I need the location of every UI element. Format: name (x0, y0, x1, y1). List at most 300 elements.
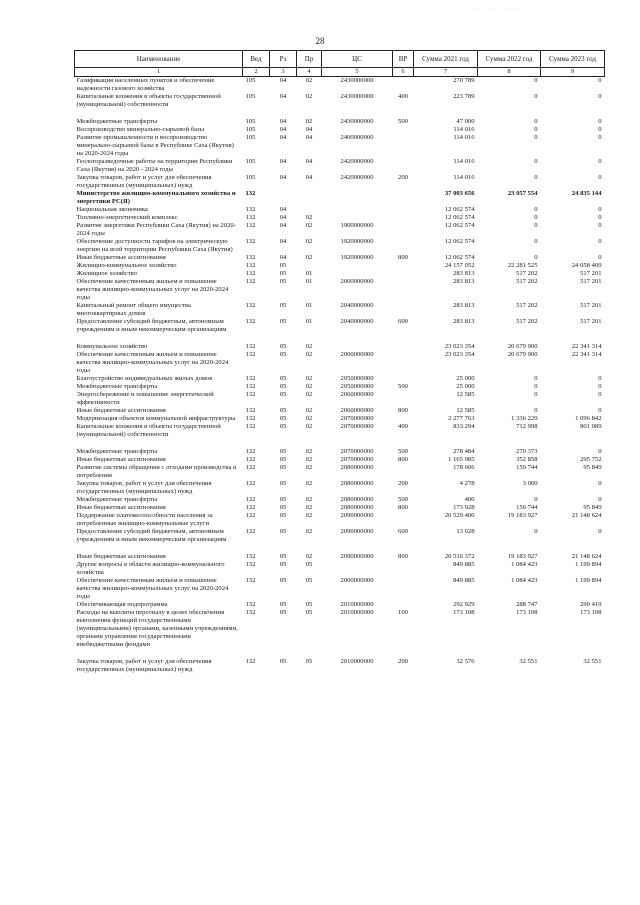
row-sum-2023: 517 201 (580, 270, 602, 277)
row-name: Обеспечивающая подпрограмма (76, 601, 168, 608)
row-name: Межбюджетные трансферты (76, 448, 158, 455)
row-cs: 2040000000 (340, 318, 374, 325)
row-rz: 04 (279, 134, 287, 141)
row-vr (393, 577, 414, 601)
row-sum-2021: 173 928 (453, 504, 475, 511)
table-row (75, 528, 605, 544)
row-ved: 105 (245, 134, 256, 141)
table-row (75, 553, 605, 561)
row-cs: 2000000000 (340, 577, 374, 584)
row-sum-2021: 400 (464, 496, 475, 503)
row-ved: 132 (245, 528, 256, 535)
row-cs: 2430000000 (340, 118, 374, 125)
row-name: Топливно-энергетический комплекс (76, 214, 178, 221)
row-name: Иные бюджетные ассигнования (76, 254, 166, 261)
row-rz: 05 (279, 262, 287, 269)
row-sum-2022: 20 679 900 (507, 351, 538, 358)
row-pr: 05 (305, 609, 313, 616)
row-sum-2023: 0 (598, 480, 602, 487)
row-ved: 132 (245, 351, 256, 358)
header-sum-2023: Сумма 2023 год (541, 51, 605, 68)
row-sum-2023: 0 (598, 214, 602, 221)
row-sum-2021: 292 929 (453, 601, 475, 608)
row-ved: 132 (245, 375, 256, 382)
row-sum-2021: 2 277 763 (448, 415, 475, 422)
row-vr (393, 262, 414, 270)
row-sum-2022: 0 (534, 174, 538, 181)
budget-table (74, 50, 605, 674)
row-sum-2021: 12 585 (456, 407, 475, 414)
spacer-cell (75, 109, 605, 118)
row-rz: 05 (279, 351, 287, 358)
row-sum-2022: 0 (534, 118, 538, 125)
row-sum-2021: 114 016 (453, 174, 475, 181)
row-name: Закупка товаров, работ и услуг для обеспечения государственных (муниципальных) нужд (76, 174, 212, 189)
row-pr: 02 (305, 375, 313, 382)
row-pr (297, 262, 322, 270)
row-rz: 04 (279, 77, 287, 84)
header-cs: ЦС (322, 51, 393, 68)
row-cs: 2070000000 (340, 448, 374, 455)
row-name: Предоставление субсидий бюджетным, автономным учреждениям и иным некоммерческим организациям (76, 528, 227, 543)
row-sum-2023: 0 (598, 118, 602, 125)
row-ved: 132 (245, 206, 256, 213)
spacer-cell (75, 334, 605, 343)
row-pr: 04 (305, 158, 313, 165)
row-pr: 02 (305, 214, 313, 221)
row-rz: 04 (279, 214, 287, 221)
row-rz: 05 (279, 318, 287, 325)
table-row (75, 238, 605, 254)
row-sum-2023: 0 (598, 238, 602, 245)
row-sum-2022: 32 551 (519, 658, 538, 665)
page-number: 28 (315, 36, 325, 46)
row-sum-2023: 517 201 (580, 302, 602, 309)
table-row (75, 448, 605, 456)
row-name: Другие вопросы в области жилищно-коммунального хозяйства (76, 561, 225, 576)
row-pr: 02 (305, 528, 313, 535)
row-sum-2023: 1 096 842 (575, 415, 602, 422)
row-sum-2022: 159 744 (516, 464, 538, 471)
header-rz: Рз (270, 51, 297, 68)
row-ved: 132 (245, 407, 256, 414)
row-sum-2022: 0 (534, 93, 538, 100)
row-pr: 05 (305, 658, 313, 665)
row-name: Межбюджетные трансферты (76, 383, 158, 390)
row-cs (322, 262, 393, 270)
row-sum-2021: 12 062 574 (444, 214, 475, 221)
row-sum-2022: 0 (534, 383, 538, 390)
row-sum-2021: 178 606 (453, 464, 475, 471)
row-rz: 05 (279, 343, 287, 350)
table-row (75, 254, 605, 262)
row-sum-2022: 173 108 (516, 609, 538, 616)
row-sum-2022: 0 (534, 407, 538, 414)
column-number: 5 (322, 68, 393, 77)
row-cs (322, 126, 393, 134)
row-cs: 2070000000 (340, 415, 374, 422)
row-rz: 05 (279, 464, 287, 471)
row-rz: 05 (279, 658, 287, 665)
row-pr: 02 (305, 343, 313, 350)
row-cs: 2060000000 (340, 391, 374, 398)
row-sum-2021: 283 813 (453, 318, 475, 325)
row-vr (393, 302, 414, 318)
row-sum-2023: 1 199 894 (575, 577, 602, 584)
row-ved: 132 (245, 222, 256, 229)
row-sum-2023: 290 419 (580, 601, 602, 608)
row-sum-2023: 22 341 314 (571, 343, 602, 350)
row-sum-2023: 0 (598, 126, 602, 133)
row-sum-2023: 517 201 (580, 278, 602, 285)
row-pr: 02 (305, 77, 313, 84)
row-ved: 132 (245, 464, 256, 471)
column-number: 9 (541, 68, 605, 77)
row-ved: 132 (245, 383, 256, 390)
row-sum-2022: 0 (534, 214, 538, 221)
spacer-cell (75, 439, 605, 448)
row-vr: 200 (398, 174, 408, 181)
row-ved: 132 (245, 214, 256, 221)
row-sum-2021: 833 294 (453, 423, 475, 430)
table-row (75, 222, 605, 238)
header-sum-2021: Сумма 2021 год (414, 51, 478, 68)
row-ved: 105 (245, 118, 256, 125)
row-sum-2022: 0 (534, 496, 538, 503)
row-vr: 400 (398, 423, 408, 430)
row-sum-2021: 849 885 (453, 561, 475, 568)
table-row (75, 318, 605, 334)
row-rz: 05 (279, 528, 287, 535)
row-sum-2023: 0 (598, 222, 602, 229)
row-rz: 05 (279, 512, 287, 519)
table-row (75, 118, 605, 126)
row-vr (393, 343, 414, 351)
row-sum-2022: 0 (534, 375, 538, 382)
row-sum-2023: 95 849 (583, 464, 602, 471)
row-cs: 2000000000 (340, 351, 374, 358)
row-pr (297, 206, 322, 214)
row-ved: 132 (245, 561, 256, 568)
row-cs: 2010000000 (340, 658, 374, 665)
row-rz: 05 (279, 480, 287, 487)
row-name: Обеспечение качественным жильем и повышение качества жилищно-коммунальных услуг на 2020-2024 годы (76, 351, 229, 374)
row-vr: 600 (398, 528, 408, 535)
row-sum-2023: 0 (598, 375, 602, 382)
row-name: Газификация населенных пунктов и обеспечение надежности газового хозяйства (76, 77, 215, 92)
row-sum-2022: 0 (534, 134, 538, 141)
row-pr: 01 (305, 302, 313, 309)
table-row (75, 77, 605, 94)
row-sum-2021: 20 516 372 (444, 553, 475, 560)
row-name: Коммунальное хозяйство (76, 343, 148, 350)
row-cs: 2430000000 (340, 93, 374, 100)
row-sum-2021: 1 165 985 (448, 456, 475, 463)
row-sum-2021: 173 108 (453, 609, 475, 616)
table-row (75, 383, 605, 391)
row-cs (322, 206, 393, 214)
row-cs: 2090000000 (340, 553, 374, 560)
table-row (75, 391, 605, 407)
row-pr: 05 (305, 561, 313, 568)
row-sum-2022: 0 (534, 254, 538, 261)
row-vr (393, 77, 414, 94)
header-sum-2022: Сумма 2022 год (478, 51, 541, 68)
row-name: Межбюджетные трансферты (76, 496, 158, 503)
row-pr: 04 (305, 126, 313, 133)
row-sum-2021: 20 529 400 (444, 512, 475, 519)
row-sum-2021: 283 813 (453, 302, 475, 309)
row-rz: 05 (279, 423, 287, 430)
table-row (75, 464, 605, 480)
row-pr: 02 (305, 415, 313, 422)
row-vr: 600 (398, 318, 408, 325)
row-sum-2023: 0 (598, 134, 602, 141)
row-sum-2022: 517 202 (516, 270, 538, 277)
table-row (75, 456, 605, 464)
row-cs: 2430000000 (340, 77, 374, 84)
row-name: Капитальные вложения в объекты государственной (муниципальной) собственности (76, 93, 221, 108)
row-pr: 02 (305, 504, 313, 511)
row-vr (393, 214, 414, 222)
row-pr: 02 (305, 222, 313, 229)
row-sum-2023: 295 752 (580, 456, 602, 463)
table-row (75, 423, 605, 439)
row-name: Энергосбережение и повышение энергетической эффективности (76, 391, 214, 406)
row-cs: 2040000000 (340, 302, 374, 309)
row-pr: 02 (305, 391, 313, 398)
row-pr: 02 (305, 456, 313, 463)
row-sum-2021: 283 813 (453, 278, 475, 285)
row-ved: 132 (245, 448, 256, 455)
row-cs (322, 190, 393, 206)
row-vr (393, 206, 414, 214)
row-name: Развитие энергетики Республики Саха (Якутия) на 2020-2024 годы (76, 222, 236, 237)
row-cs: 2420000000 (340, 158, 374, 165)
row-name: Иные бюджетные ассигнования (76, 456, 166, 463)
row-rz: 05 (279, 504, 287, 511)
row-vr (393, 190, 414, 206)
row-sum-2021: 23 023 354 (444, 343, 475, 350)
row-vr: 500 (398, 496, 408, 503)
row-name: Иные бюджетные ассигнования (76, 553, 166, 560)
spacer-row (75, 334, 605, 343)
spacer-row (75, 544, 605, 553)
row-pr: 02 (305, 254, 313, 261)
row-vr (393, 375, 414, 383)
budget-table-body (75, 77, 605, 675)
row-ved: 132 (245, 343, 256, 350)
row-pr: 02 (305, 496, 313, 503)
row-ved: 132 (245, 658, 256, 665)
row-sum-2023: 517 201 (580, 318, 602, 325)
row-pr: 02 (305, 351, 313, 358)
row-pr: 02 (305, 480, 313, 487)
row-vr: 200 (398, 480, 408, 487)
row-vr: 400 (398, 93, 408, 100)
row-rz: 05 (279, 391, 287, 398)
column-number-row (75, 68, 605, 77)
row-cs: 2060000000 (340, 407, 374, 414)
row-pr: 01 (305, 270, 313, 277)
row-name: Развитие системы обращения с отходами производства и потребления (76, 464, 237, 479)
row-rz: 04 (279, 93, 287, 100)
column-number: 1 (75, 68, 243, 77)
row-cs (322, 343, 393, 351)
table-row (75, 214, 605, 222)
row-sum-2021: 12 062 574 (444, 254, 475, 261)
row-cs: 2080000000 (340, 480, 374, 487)
scan-mark: ... .... ...... (470, 6, 523, 12)
row-name: Капитальный ремонт общего имущества многоквартирных домов (76, 302, 191, 317)
row-cs: 2400000000 (340, 134, 374, 141)
row-cs: 2010000000 (340, 609, 374, 616)
row-pr: 02 (305, 407, 313, 414)
row-rz: 05 (279, 270, 287, 277)
spacer-row (75, 439, 605, 448)
row-ved: 132 (245, 302, 256, 309)
row-sum-2023: 0 (598, 158, 602, 165)
row-cs: 2080000000 (340, 504, 374, 511)
row-name: Закупка товаров, работ и услуг для обеспечения государственных (муниципальных) нужд (76, 480, 212, 495)
row-sum-2023: 0 (598, 174, 602, 181)
row-sum-2022: 352 858 (516, 456, 538, 463)
row-sum-2021: 283 813 (453, 270, 475, 277)
column-number: 4 (297, 68, 322, 77)
row-pr: 04 (305, 174, 313, 181)
row-name: Национальная экономика (76, 206, 148, 213)
table-row (75, 609, 605, 649)
row-vr: 800 (398, 407, 408, 414)
row-pr: 01 (305, 278, 313, 285)
row-sum-2021: 37 003 656 (444, 190, 475, 197)
row-rz: 04 (279, 174, 287, 181)
row-pr: 02 (305, 383, 313, 390)
row-cs: 1920000000 (340, 238, 374, 245)
row-cs: 2050000000 (340, 375, 374, 382)
table-row (75, 577, 605, 601)
row-sum-2023: 21 148 624 (571, 553, 602, 560)
row-sum-2021: 223 789 (453, 93, 475, 100)
row-sum-2022: 19 183 927 (507, 553, 538, 560)
row-ved: 105 (245, 93, 256, 100)
row-rz: 05 (279, 601, 287, 608)
row-rz (270, 190, 297, 206)
row-sum-2021: 25 000 (456, 375, 475, 382)
column-number: 8 (478, 68, 541, 77)
row-ved: 132 (245, 553, 256, 560)
row-ved: 132 (245, 318, 256, 325)
row-sum-2023: 0 (598, 383, 602, 390)
row-name: Расходы на выплаты персоналу в целях обеспечения выполнения функций государственными (муниципальными) органами, казенными учреждениями, органами управления государственными внебюджетными фондами (76, 609, 238, 648)
row-ved: 132 (245, 512, 256, 519)
row-name: Благоустройство индивидуальных жилых домов (76, 375, 213, 382)
row-rz: 04 (279, 118, 287, 125)
row-rz: 04 (279, 238, 287, 245)
row-vr: 200 (398, 658, 408, 665)
row-cs: 2000000000 (340, 278, 374, 285)
row-sum-2022: 0 (534, 158, 538, 165)
row-cs: 1920000000 (340, 254, 374, 261)
row-pr: 02 (305, 93, 313, 100)
table-row (75, 658, 605, 674)
row-vr: 800 (398, 504, 408, 511)
row-pr: 02 (305, 423, 313, 430)
header-pr: Пр (297, 51, 322, 68)
row-ved: 132 (245, 391, 256, 398)
row-sum-2023: 0 (598, 391, 602, 398)
row-sum-2021: 12 062 574 (444, 222, 475, 229)
row-sum-2021: 32 576 (456, 658, 475, 665)
row-vr (393, 278, 414, 302)
row-sum-2023: 0 (598, 448, 602, 455)
row-sum-2023: 0 (598, 496, 602, 503)
row-ved: 132 (245, 190, 256, 197)
row-cs: 2420000000 (340, 174, 374, 181)
row-sum-2022: 19 183 927 (507, 512, 538, 519)
row-ved: 132 (245, 504, 256, 511)
row-cs: 2090000000 (340, 528, 374, 535)
row-vr: 100 (398, 609, 408, 616)
row-cs: 1900000000 (340, 222, 374, 229)
row-ved: 132 (245, 262, 256, 269)
table-row (75, 93, 605, 109)
row-sum-2022: 712 998 (516, 423, 538, 430)
row-vr (393, 561, 414, 577)
row-sum-2021: 114 016 (453, 134, 475, 141)
row-vr (393, 415, 414, 423)
row-sum-2023: 0 (598, 528, 602, 535)
row-ved: 132 (245, 254, 256, 261)
row-sum-2022: 517 202 (516, 318, 538, 325)
row-name: Модернизация объектов коммунальной инфраструктуры (76, 415, 236, 422)
row-rz: 04 (279, 254, 287, 261)
table-row (75, 262, 605, 270)
row-vr (393, 158, 414, 174)
row-vr (393, 351, 414, 375)
row-sum-2022: 288 747 (516, 601, 538, 608)
row-sum-2023: 0 (598, 254, 602, 261)
row-name: Геологоразведочные работы на территории Республики Саха (Якутия) на 2020 - 2024 годы (76, 158, 233, 173)
row-pr: 02 (305, 512, 313, 519)
row-name: Капитальные вложения в объекты государственной (муниципальной) собственности (76, 423, 221, 438)
row-vr: 800 (398, 553, 408, 560)
row-sum-2021: 114 016 (453, 126, 475, 133)
row-pr: 05 (305, 601, 313, 608)
row-vr: 800 (398, 254, 408, 261)
row-sum-2022: 0 (534, 206, 538, 213)
row-ved: 105 (245, 158, 256, 165)
row-cs (322, 214, 393, 222)
table-row (75, 302, 605, 318)
table-row (75, 407, 605, 415)
row-sum-2022: 1 084 423 (511, 561, 538, 568)
row-sum-2022: 517 202 (516, 302, 538, 309)
row-ved: 132 (245, 496, 256, 503)
row-rz: 05 (279, 496, 287, 503)
row-cs: 2080000000 (340, 464, 374, 471)
row-ved: 132 (245, 270, 256, 277)
table-row (75, 512, 605, 528)
row-vr (393, 601, 414, 609)
column-number: 3 (270, 68, 297, 77)
table-row (75, 270, 605, 278)
table-row (75, 561, 605, 577)
table-row (75, 415, 605, 423)
row-sum-2021: 114 016 (453, 158, 475, 165)
row-vr (393, 391, 414, 407)
row-vr (393, 464, 414, 480)
